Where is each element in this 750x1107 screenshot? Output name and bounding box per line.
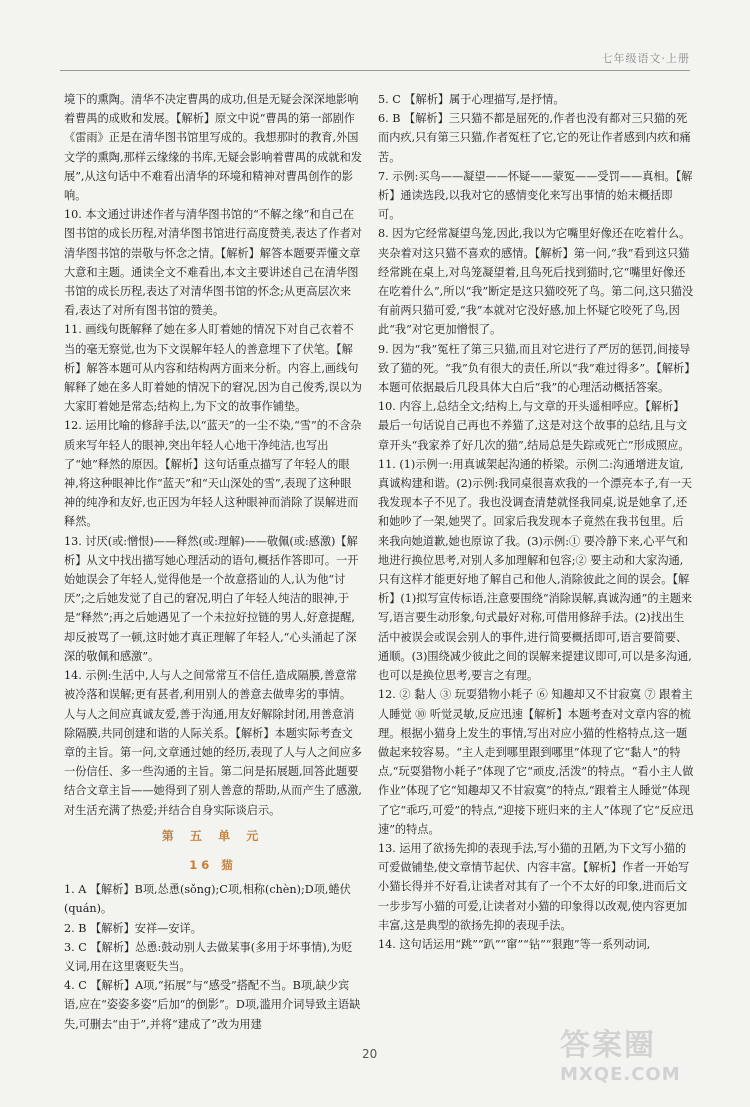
- answer-paragraph: 9. 因为“我”冤枉了第三只猫,而且对它进行了严厉的惩罚,间接导致了猫的死。“我”负有很大的责任,所以“我”难过得多”。【解析】本题可依据最后几段具体大白后“我”的心理活动概括答案。: [378, 342, 691, 395]
- answer-paragraph: 4. C 【解析】A项,“拓展”与“感受”搭配不当。B项,缺少宾语,应在“姿姿多姿”后加“的倒影”。D项,滥用介词导致主语缺失,可删去“由于”,并将“建成了”改为用建: [64, 979, 361, 1031]
- header-rule: [60, 70, 690, 71]
- answer-paragraph: 14. 这句话运用“跳”“趴”“窜”“钻”“狠跑”等一系列动词,: [378, 937, 651, 951]
- answer-paragraph: 3. C 【解析】怂恿:鼓动别人去做某事(多用于坏事情),为贬义词,用在这里褒贬失当。: [64, 940, 353, 973]
- answer-paragraph: 8. 因为它经常凝望鸟笼,因此,我以为它嘴里好像还在吃着什么。夹杂着对这只猫不喜欢的感情。【解析】第一问,“我”看到这只猫经常跳在桌上,对鸟笼凝望着,且鸟死后找到猫时,它“嘴里好像还在吃着什么”,所以“我”断定是这只猫咬死了鸟。第二问,这只猫没有前两只猫可爱,“我”本就对它没好感,加上怀疑它咬死了鸟,因此“我”对它更加憎恨了。: [378, 227, 694, 337]
- answer-paragraph: 11. (1)示例一:用真诚架起沟通的桥梁。示例二:沟通增进友谊,真诚构建和谐。(2)示例:我同桌很喜欢我的一个漂亮本子,有一天我发现本子不见了。我也没调查清楚就怪我同桌,说是她拿了,还和她吵了一架,她哭了。回家后我发现本子竟然在我书包里。后来我向她道歉,她也原谅了我。(3)示例:① 要冷静下来,心平气和地进行换位思考,对别人多加理解和包容;② 要主动和大家沟通,只有这样才能更好地了解自己和他人,消除彼此之间的误会。【解析】(1)拟写宣传标语,注意要围绕“消除误解,真诚沟通”的主题来写,语言要生动形象,句式最好对称,可借用修辞手法。(2)找出生活中被误会或误会别人的事件,进行简要概括即可,语言要简要、通顺。(3)围绕减少彼此之间的误解来提建议即可,可以是多沟通,也可以是换位思考,要言之有理。: [378, 457, 693, 683]
- right-column: [378, 90, 694, 954]
- answer-paragraph: 2. B 【解析】安祥—安详。: [64, 921, 202, 935]
- watermark-logo: [560, 1028, 730, 1098]
- answer-paragraph: 5. C 【解析】属于心理描写,是抒情。: [378, 93, 565, 106]
- watermark-logo-text: 答案圈: [560, 1028, 656, 1063]
- watermark-url: MXQE.COM: [560, 1064, 681, 1085]
- answer-paragraph: 12. ② 黏人 ③ 玩耍猎物小耗子 ⑥ 知趣却又不甘寂寞 ⑦ 跟着主人睡觉 ⑩ 听觉灵敏,反应迅速【解析】本题考查对文章内容的梳理。根据小猫身上发生的事情,写出对应小猫的性格特点,这一题做起来较容易。“主人走到哪里跟到哪里”体现了它“黏人”的特点,“玩耍猎物小耗子”体现了它“顽皮,活泼”的特点。“看小主人做作业”体现了它“知趣却又不甘寂寞”的特点,“跟着主人睡觉”体现了它“乖巧,可爱”的特点,“迎接下班归来的主人”体现了它“反应迅速”的特点。: [378, 688, 694, 836]
- answer-paragraph: 10. 内容上,总结全文;结构上,与文章的开头遥相呼应。【解析】最后一句话说自己再也不养猫了,这是对这个故事的总结,且与文章开头“我家养了好几次的猫”,结局总是失踪或死亡”形成照应。: [378, 400, 690, 452]
- answer-paragraph: 13. 讨厌(或:憎恨)——释然(或:理解)——敬佩(或:感激)【解析】从文中找出描写她心理活动的语句,概括作答即可。一开始她误会了年轻人,觉得他是一个故意搭讪的人,认为他“讨厌”;之后她发觉了自己的窘况,明白了年轻人纯洁的眼神,于是“释然”;再之后她遇见了一个未拉好拉链的男人,好意提醒,却反被骂了一顿,这时她才真正理解了年轻人,“心头涌起了深深的敬佩和感激”。: [64, 534, 359, 663]
- book-title: 七年级语文·上册: [601, 52, 690, 65]
- answer-paragraph: 11. 画线句既解释了她在多人盯着她的情况下对自己衣着不当的毫无察觉,也为下文误解年轻人的善意埋下了伏笔。【解析】解答本题可从内容和结构两方面来分析。内容上,画线句解释了她在多人盯着她的情况下的窘况,因为自己俊秀,误以为大家盯着她是常态;结构上,为下文的故事作铺垫。: [64, 323, 362, 414]
- answer-paragraph: 12. 运用比喻的修辞手法,以“蓝天”的一尘不染,“雪”的不含杂质来写年轻人的眼神,突出年轻人心地干净纯洁,也写出了“她”释然的原因。【解析】这句话重点描写了年轻人的眼神,将这种眼神比作“蓝天”和“天山深处的雪”,表现了这种眼神的纯净和友好,也正因为年轻人这种眼神而消除了误解进而释然。: [64, 419, 362, 529]
- lesson-heading: 16 猫: [189, 857, 237, 872]
- page-header: [0, 40, 750, 72]
- answer-paragraph: 14. 示例:生活中,人与人之间常常互不信任,造成隔膜,善意常被冷落和误解;更有甚者,利用别人的善意去做卑劣的事情。人与人之间应真诚友爱,善于沟通,用友好解除封闭,用善意消除隔膜,共同创建和谐的人际关系。【解析】本题实际考查文章的主旨。第一问,文章通过她的经历,表现了人与人之间应多一份信任、多一些沟通的主旨。第二问是拓展题,回答此题要结合文章主旨——她得到了别人善意的帮助,从而产生了感激,对生活充满了热爱;并结合自身实际谈启示。: [64, 669, 362, 817]
- page-number: 20: [362, 1047, 378, 1061]
- unit-heading: 第 五 单 元: [161, 828, 265, 843]
- answer-paragraph: 10. 本文通过讲述作者与清华图书馆的“不解之缘”和自己在图书馆的成长历程,对清华图书馆进行高度赞美,表达了作者对清华图书馆的崇敬与怀念之情。【解析】解答本题要弄懂文章大意和主题。通读全文不难看出,本文主要讲述自己在清华图书馆的成长历程,表达了对清华图书馆的怀念;从更高层次来看,表达了对所有图书馆的赞美。: [64, 208, 362, 318]
- answer-paragraph: 境下的熏陶。清华不决定曹禺的成功,但是无疑会深深地影响着曹禺的成败和发展。【解析】原文中说“曹禺的第一部剧作《雷雨》正是在清华图书馆里写成的。我想那时的教育,外国文学的熏陶,那样云缘缘的书库,无疑会影响着曹禺的成就和发展”,从这句话中不难看出清华的环境和精神对曹禺创作的影响。: [64, 93, 362, 203]
- answer-paragraph: 6. B 【解析】三只猫不都是屈死的,作者也没有都对三只猫的死而内疚,只有第三只猫,作者冤枉了它,它的死让作者感到内疚和痛苦。: [378, 112, 691, 164]
- answer-paragraph: 7. 示例:买鸟——凝望——怀疑——蒙冤——受罚——真相。【解析】通读选段,以我对它的感情变化来写出事情的始末概括即可。: [378, 169, 693, 222]
- answer-paragraph: 1. A 【解析】B项,怂恿(sǒng);C项,相称(chèn);D项,蜷伏(quán)。: [64, 883, 351, 916]
- left-column: [64, 90, 362, 1034]
- answer-paragraph: 13. 运用了欲扬先抑的表现手法,写小猫的丑陋,为下文写小猫的可爱做铺垫,使文章情节起伏、内容丰富。【解析】作者一开始写小猫长得并不好看,让读者对其有了一个不太好的印象,进而后文一步步写小猫的可爱,让读者对小猫的印象得以改观,使内容更加丰富,这是典型的欲扬先抑的表现手法。: [378, 841, 690, 932]
